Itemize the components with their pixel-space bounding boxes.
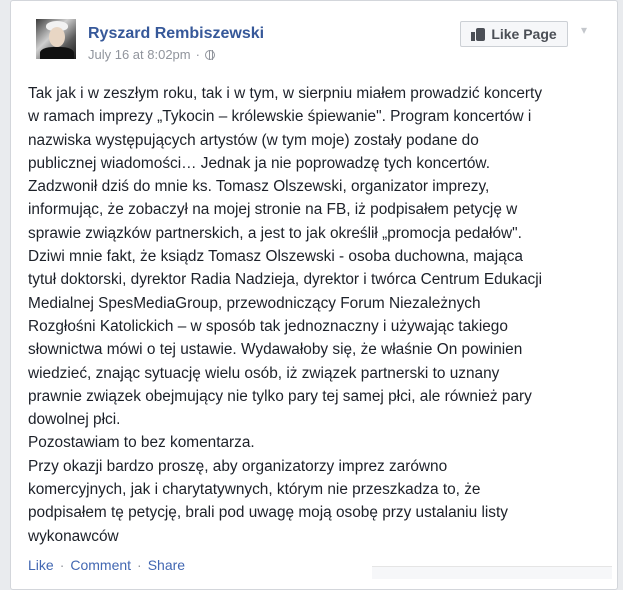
horizontal-scrollbar[interactable] (372, 566, 612, 579)
post-line: komercyjnych, jak i charytatywnych, którym nie przeszkadza to, że (28, 481, 481, 499)
post-line: Medialnej SpesMediaGroup, przewodniczący Forum Niezależnych (28, 294, 481, 312)
post-line: Dziwi mnie fakt, że ksiądz Tomasz Olszewski - osoba duchowna, mająca (28, 248, 523, 266)
action-separator: · (59, 557, 65, 573)
post-line: informując, że zobaczył na mojej stronie na FB, iż podpisałem petycję w (28, 201, 518, 219)
post-line: Rozgłośni Katolickich – w sposób tak jednoznaczny i używając takiego (28, 317, 508, 335)
like-link[interactable]: Like (28, 557, 54, 573)
avatar[interactable] (36, 19, 76, 59)
like-page-button[interactable] (460, 21, 568, 47)
post-line: podpisałem tę petycję, brali pod uwagę moją osobę przy ustalaniu listy (28, 504, 508, 522)
avatar-suit (40, 47, 74, 59)
post-line: w ramach imprezy „Tykocin – królewskie śpiewanie". Program koncertów i (28, 108, 532, 126)
chevron-down-icon[interactable]: ▾ (581, 23, 588, 37)
post-line: Pozostawiam to bez komentarza. (28, 434, 255, 452)
post-line: tytuł doktorski, dyrektor Radia Nadzieja, dyrektor i twórca Centrum Edukacji (28, 271, 543, 289)
post-author[interactable]: Ryszard Rembiszewski (88, 25, 265, 42)
post-meta (88, 47, 215, 62)
like-page-label: Like Page (491, 26, 557, 42)
action-separator: · (137, 557, 142, 573)
meta-separator: · (195, 47, 200, 62)
post-line: Przy okazji bardzo proszę, aby organizatorzy imprez zarówno (28, 457, 448, 475)
post-line: Tak jak i w zeszłym roku, tak i w tym, w sierpniu miałem prowadzić koncerty (28, 85, 543, 102)
post-timestamp[interactable]: July 16 at 8:02pm (88, 47, 191, 62)
post-line: wiedzieć, znając sytuację wielu osób, iż związek partnerski to uznany (28, 364, 500, 382)
post-line: sprawie związków partnerskich, a jest to jak określił „promocja pedałów". (28, 224, 522, 242)
post-line: nazwiska występujących artystów (w tym moje) zostały podane do (28, 131, 479, 149)
avatar-face (49, 27, 65, 47)
post-line: prawnie związek obejmujący nie tylko pary tej samej płci, ale również pary (28, 387, 532, 405)
post-line: publicznej wiadomości… Jednak ja nie poprowadzę tych koncertów. (28, 154, 490, 172)
post-line: Zadzwonił dziś do mnie ks. Tomasz Olszewski, organizator imprezy, (28, 178, 490, 196)
thumbs-up-icon (471, 27, 485, 41)
post-body (28, 82, 606, 548)
globe-icon (205, 50, 215, 60)
post-actions (28, 557, 185, 573)
post-line: słownictwa mówi o tej ustawie. Wydawałoby się, że właśnie On powinien (28, 341, 523, 359)
comment-link[interactable]: Comment (70, 557, 132, 573)
post-line: wykonawców (28, 527, 119, 545)
share-link[interactable]: Share (147, 557, 186, 573)
post-line: dowolnej płci. (28, 411, 121, 429)
